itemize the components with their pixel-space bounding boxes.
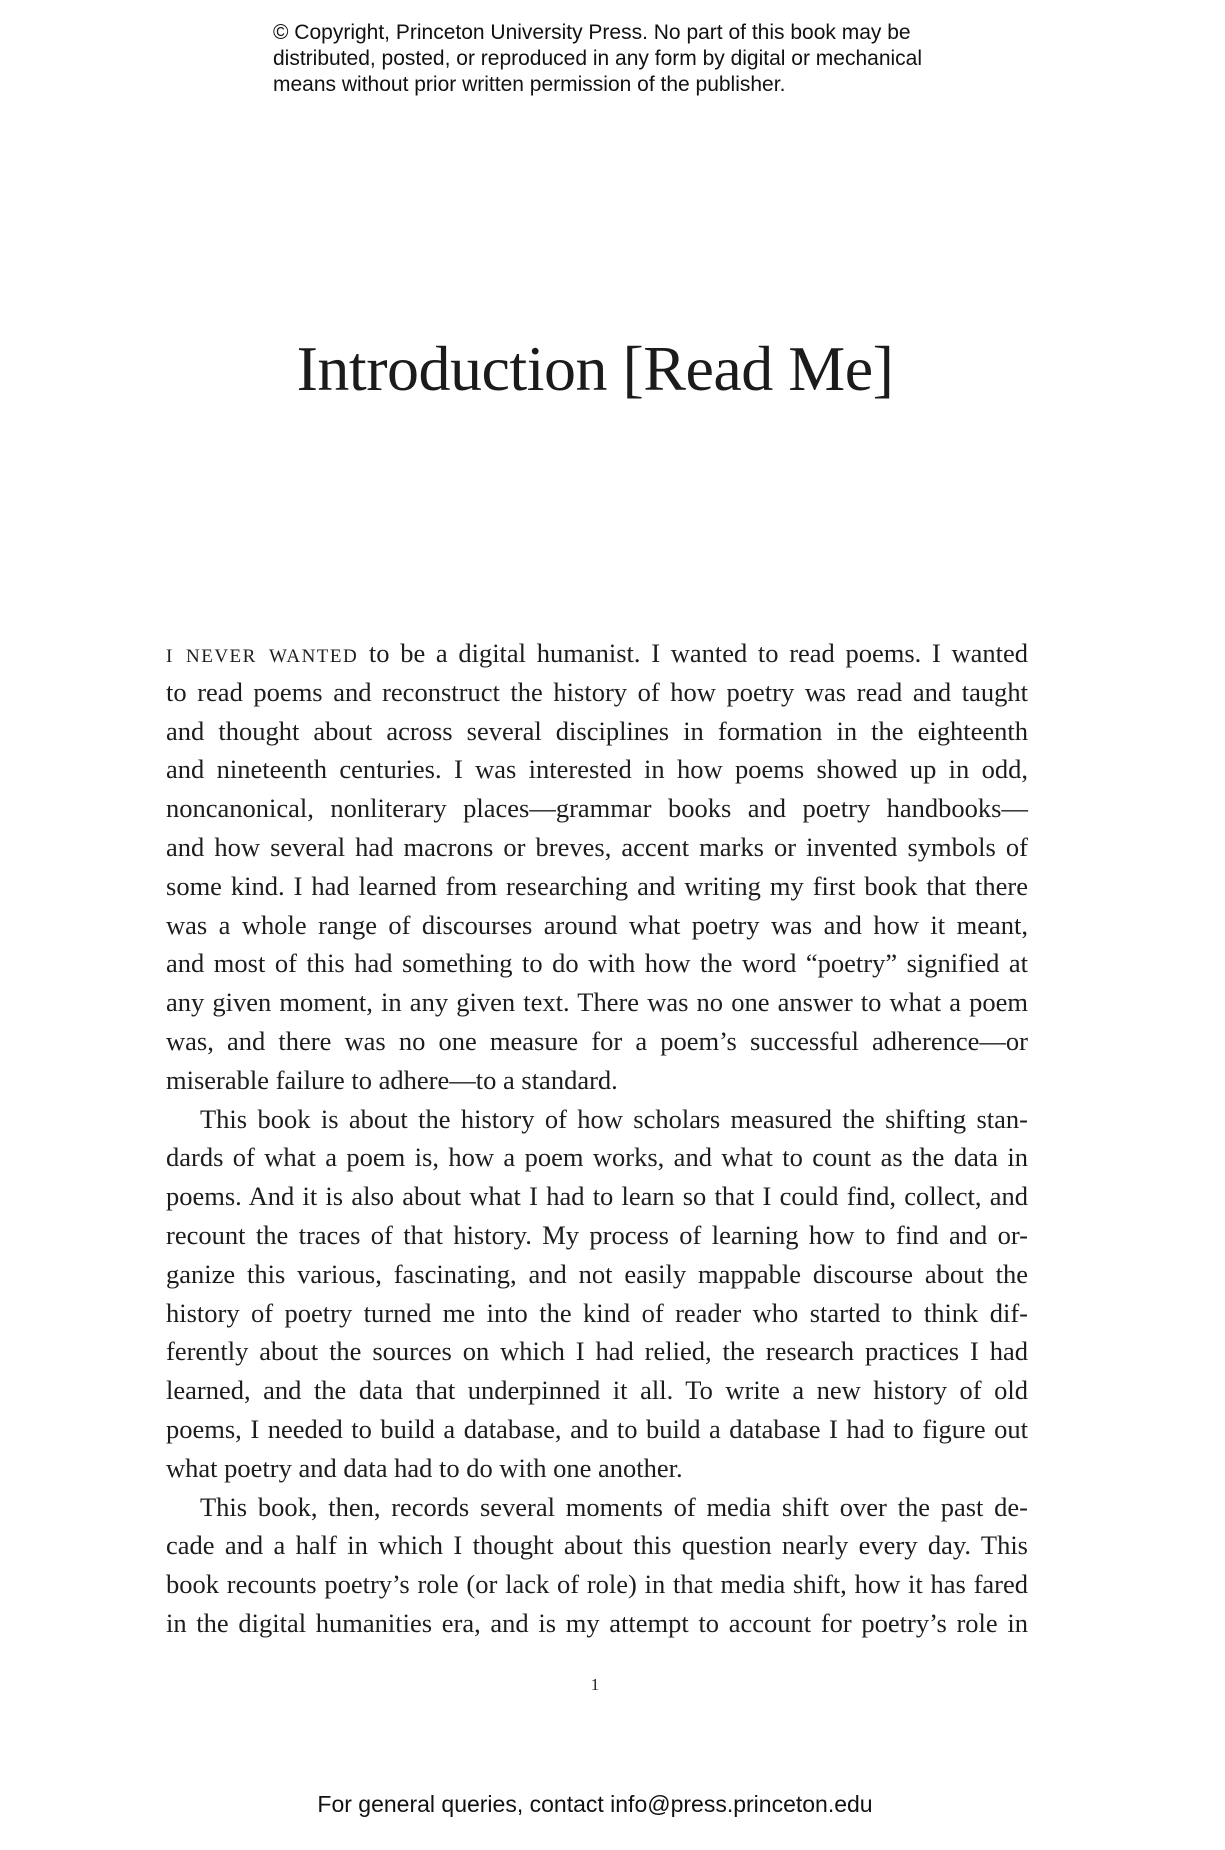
text-line: [166, 634, 1028, 673]
text-line: to read poems and reconstruct the history of how poetry was read and taught: [166, 676, 1028, 707]
footer-contact: For general queries, contact info@press.princeton.edu: [317, 1791, 873, 1817]
text-line: and thought about across several disciplines in formation in the eighteenth: [166, 715, 1028, 746]
text-line: cade and a half in which I thought about this question nearly every day. This: [166, 1530, 1028, 1561]
text-line: learned, and the data that underpinned it all. To write a new history of old: [166, 1375, 1028, 1406]
text-line: recount the traces of that history. My process of learning how to find and or-: [166, 1219, 1028, 1250]
text-line: noncanonical, nonliterary places—grammar books and poetry handbooks—: [166, 793, 1028, 824]
body-text: [166, 634, 1028, 1643]
copyright-notice: [273, 20, 993, 98]
text-line: poems. And it is also about what I had to learn so that I could find, collect, and: [166, 1181, 1028, 1212]
text-line: some kind. I had learned from researching and writing my first book that there: [166, 870, 1028, 901]
text-line: book recounts poetry’s role (or lack of role) in that media shift, how it has fared: [166, 1569, 1028, 1600]
text-line: ferently about the sources on which I had relied, the research practices I had: [166, 1336, 1028, 1367]
text-line: poems, I needed to build a database, and to build a database I had to figure out: [166, 1413, 1028, 1444]
text-line: what poetry and data had to do with one another.: [166, 1452, 683, 1483]
page-number: 1: [590, 1675, 600, 1694]
text-line-content: to be a digital humanist. I wanted to read poems. I wanted: [358, 638, 1028, 668]
text-line: This book is about the history of how scholars measured the shifting stan-: [200, 1103, 1028, 1134]
text-line: ganize this various, fascinating, and not easily mappable discourse about the: [166, 1258, 1028, 1289]
copyright-line: distributed, posted, or reproduced in any form by digital or mechanical: [273, 47, 923, 70]
text-line: history of poetry turned me into the kind of reader who started to think dif-: [166, 1297, 1028, 1328]
text-line: This book, then, records several moments of media shift over the past de-: [200, 1491, 1028, 1522]
text-line: and nineteenth centuries. I was interested in how poems showed up in odd,: [166, 754, 1028, 785]
text-line: any given moment, in any given text. There was no one answer to what a poem: [166, 987, 1028, 1018]
text-line: miserable failure to adhere—to a standard.: [166, 1064, 618, 1095]
lead-in-smallcaps: i never wanted: [166, 638, 359, 668]
text-line: and how several had macrons or breves, accent marks or invented symbols of: [166, 831, 1028, 862]
copyright-line: means without prior written permission of the publisher.: [273, 73, 786, 96]
text-line: was, and there was no one measure for a poem’s successful adherence—or: [166, 1025, 1028, 1056]
text-line: was a whole range of discourses around what poetry was and how it meant,: [166, 909, 1028, 940]
text-line: dards of what a poem is, how a poem works, and what to count as the data in: [166, 1142, 1028, 1173]
chapter-title: Introduction [Read Me]: [296, 333, 894, 404]
copyright-line: © Copyright, Princeton University Press. No part of this book may be: [273, 21, 911, 44]
text-line: and most of this had something to do with how the word “poetry” signified at: [166, 948, 1028, 979]
text-line: in the digital humanities era, and is my attempt to account for poetry’s role in: [166, 1607, 1028, 1638]
